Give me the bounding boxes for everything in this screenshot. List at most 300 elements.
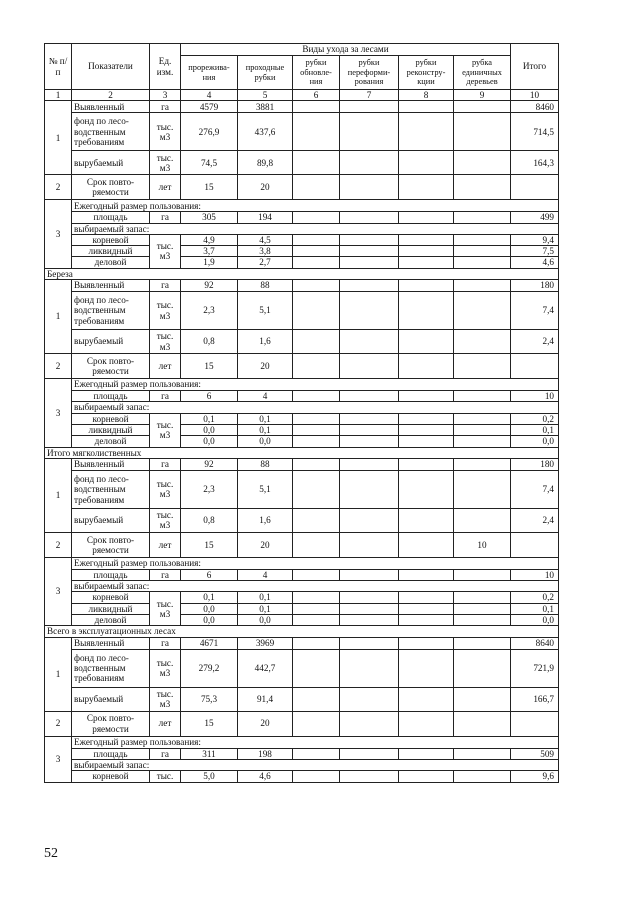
label-fund: фонд по лесо-водственным требованиям bbox=[72, 292, 150, 330]
table-row bbox=[45, 711, 559, 736]
value-cell-rekonstrukciya bbox=[399, 257, 454, 268]
value-cell-edinichnye bbox=[454, 603, 511, 614]
page-number: 52 bbox=[44, 846, 58, 861]
value-cell-rekonstrukciya bbox=[399, 687, 454, 711]
table-row bbox=[45, 354, 559, 379]
value-cell-prorezhivanie: 15 bbox=[181, 175, 238, 200]
value-cell-obnovlenie bbox=[293, 508, 340, 532]
value-cell-total: 164,3 bbox=[511, 151, 559, 175]
unit-cell: тыс. м3 bbox=[150, 649, 181, 687]
row-number: 2 bbox=[45, 532, 72, 557]
value-cell-rekonstrukciya bbox=[399, 175, 454, 200]
value-cell-total: 509 bbox=[511, 748, 559, 759]
value-cell-prokhodnye: 0,0 bbox=[238, 615, 293, 626]
value-cell-edinichnye bbox=[454, 424, 511, 435]
label-business: деловой bbox=[72, 436, 150, 447]
value-cell-rekonstrukciya bbox=[399, 615, 454, 626]
value-cell-rekonstrukciya bbox=[399, 711, 454, 736]
header-indicator: Показатели bbox=[72, 44, 150, 90]
label-period: Срок повто-ряемости bbox=[72, 711, 150, 736]
section-title-row bbox=[45, 447, 559, 458]
value-cell-rekonstrukciya bbox=[399, 603, 454, 614]
column-number: 9 bbox=[454, 90, 511, 101]
value-cell-total: 0,1 bbox=[511, 603, 559, 614]
value-cell-obnovlenie bbox=[293, 615, 340, 626]
section-title-row bbox=[45, 626, 559, 637]
value-cell-obnovlenie bbox=[293, 257, 340, 268]
value-cell-prokhodnye: 3,8 bbox=[238, 246, 293, 257]
unit-cell: га bbox=[150, 101, 181, 113]
value-cell-pereformirovanie bbox=[340, 470, 399, 508]
unit-cell: га bbox=[150, 748, 181, 759]
value-cell-edinichnye bbox=[454, 637, 511, 649]
value-cell-prokhodnye: 20 bbox=[238, 175, 293, 200]
value-cell-pereformirovanie bbox=[340, 151, 399, 175]
table-row bbox=[45, 113, 559, 151]
header-subcolumn: рубка единичных деревьев bbox=[454, 56, 511, 90]
value-cell-prokhodnye: 2,7 bbox=[238, 257, 293, 268]
header-subcolumn: рубки переформи-рования bbox=[340, 56, 399, 90]
value-cell-edinichnye bbox=[454, 592, 511, 603]
table-row bbox=[45, 569, 559, 580]
label-root: корневой bbox=[72, 413, 150, 424]
forest-care-table bbox=[44, 43, 559, 783]
value-cell-edinichnye bbox=[454, 711, 511, 736]
value-cell-rekonstrukciya bbox=[399, 413, 454, 424]
value-cell-total: 180 bbox=[511, 280, 559, 292]
table-row bbox=[45, 391, 559, 402]
value-cell-rekonstrukciya bbox=[399, 113, 454, 151]
value-cell-pereformirovanie bbox=[340, 413, 399, 424]
table-row bbox=[45, 402, 559, 413]
value-cell-total bbox=[511, 175, 559, 200]
table-row bbox=[45, 246, 559, 257]
value-cell-prorezhivanie: 6 bbox=[181, 569, 238, 580]
label-business: деловой bbox=[72, 257, 150, 268]
table-row bbox=[45, 330, 559, 354]
label-area: площадь bbox=[72, 391, 150, 402]
value-cell-total: 0,0 bbox=[511, 436, 559, 447]
value-cell-pereformirovanie bbox=[340, 424, 399, 435]
value-cell-rekonstrukciya bbox=[399, 470, 454, 508]
value-cell-prorezhivanie: 15 bbox=[181, 532, 238, 557]
value-cell-edinichnye bbox=[454, 280, 511, 292]
label-annual-use: Ежегодный размер пользования: bbox=[72, 200, 559, 212]
label-period: Срок повто-ряемости bbox=[72, 354, 150, 379]
unit-cell: тыс. м3 bbox=[150, 592, 181, 626]
section-title-row bbox=[45, 268, 559, 279]
value-cell-pereformirovanie bbox=[340, 592, 399, 603]
table-row bbox=[45, 257, 559, 268]
unit-cell: тыс. bbox=[150, 771, 181, 782]
value-cell-pereformirovanie bbox=[340, 257, 399, 268]
value-cell-prokhodnye: 0,1 bbox=[238, 603, 293, 614]
value-cell-obnovlenie bbox=[293, 603, 340, 614]
row-number: 3 bbox=[45, 200, 72, 268]
unit-cell: лет bbox=[150, 354, 181, 379]
table-row bbox=[45, 581, 559, 592]
value-cell-total: 721,9 bbox=[511, 649, 559, 687]
label-fund: фонд по лесо-водственным требованиям bbox=[72, 113, 150, 151]
value-cell-prokhodnye: 89,8 bbox=[238, 151, 293, 175]
table-row bbox=[45, 234, 559, 245]
table-row bbox=[45, 532, 559, 557]
value-cell-pereformirovanie bbox=[340, 711, 399, 736]
column-number: 5 bbox=[238, 90, 293, 101]
label-identified: Выявленный bbox=[72, 101, 150, 113]
value-cell-pereformirovanie bbox=[340, 569, 399, 580]
value-cell-prorezhivanie: 4671 bbox=[181, 637, 238, 649]
value-cell-obnovlenie bbox=[293, 280, 340, 292]
value-cell-edinichnye bbox=[454, 175, 511, 200]
label-liquid: ликвидный bbox=[72, 246, 150, 257]
value-cell-total: 10 bbox=[511, 569, 559, 580]
value-cell-rekonstrukciya bbox=[399, 101, 454, 113]
value-cell-pereformirovanie bbox=[340, 603, 399, 614]
value-cell-prorezhivanie: 4579 bbox=[181, 101, 238, 113]
table-row bbox=[45, 280, 559, 292]
column-number: 6 bbox=[293, 90, 340, 101]
value-cell-pereformirovanie bbox=[340, 532, 399, 557]
row-number: 2 bbox=[45, 354, 72, 379]
value-cell-pereformirovanie bbox=[340, 649, 399, 687]
value-cell-prokhodnye: 3881 bbox=[238, 101, 293, 113]
value-cell-total bbox=[511, 354, 559, 379]
value-cell-total: 9,6 bbox=[511, 771, 559, 782]
table-row bbox=[45, 557, 559, 569]
value-cell-edinichnye: 10 bbox=[454, 532, 511, 557]
table-row bbox=[45, 470, 559, 508]
label-annual-use: Ежегодный размер пользования: bbox=[72, 736, 559, 748]
row-number: 2 bbox=[45, 711, 72, 736]
value-cell-prokhodnye: 1,6 bbox=[238, 330, 293, 354]
value-cell-total: 9,4 bbox=[511, 234, 559, 245]
column-number: 8 bbox=[399, 90, 454, 101]
value-cell-total: 7,5 bbox=[511, 246, 559, 257]
row-number: 1 bbox=[45, 101, 72, 175]
value-cell-prorezhivanie: 3,7 bbox=[181, 246, 238, 257]
value-cell-prorezhivanie: 0,0 bbox=[181, 603, 238, 614]
value-cell-obnovlenie bbox=[293, 413, 340, 424]
table-row bbox=[45, 637, 559, 649]
label-fund: фонд по лесо-водственным требованиям bbox=[72, 649, 150, 687]
value-cell-prokhodnye: 0,1 bbox=[238, 424, 293, 435]
section-title: Итого мягколиственных bbox=[45, 447, 559, 458]
value-cell-total: 4,6 bbox=[511, 257, 559, 268]
value-cell-total: 714,5 bbox=[511, 113, 559, 151]
value-cell-edinichnye bbox=[454, 113, 511, 151]
row-number: 1 bbox=[45, 280, 72, 354]
table-row bbox=[45, 615, 559, 626]
table-row bbox=[45, 759, 559, 770]
value-cell-edinichnye bbox=[454, 436, 511, 447]
value-cell-prorezhivanie: 92 bbox=[181, 458, 238, 470]
table-row bbox=[45, 101, 559, 113]
value-cell-prokhodnye: 3969 bbox=[238, 637, 293, 649]
label-identified: Выявленный bbox=[72, 280, 150, 292]
value-cell-pereformirovanie bbox=[340, 280, 399, 292]
value-cell-rekonstrukciya bbox=[399, 637, 454, 649]
label-annual-use: Ежегодный размер пользования: bbox=[72, 557, 559, 569]
value-cell-total: 0,1 bbox=[511, 424, 559, 435]
value-cell-rekonstrukciya bbox=[399, 246, 454, 257]
value-cell-total: 0,2 bbox=[511, 592, 559, 603]
value-cell-pereformirovanie bbox=[340, 354, 399, 379]
value-cell-obnovlenie bbox=[293, 711, 340, 736]
value-cell-prokhodnye: 437,6 bbox=[238, 113, 293, 151]
row-number: 1 bbox=[45, 458, 72, 532]
unit-cell: га bbox=[150, 637, 181, 649]
value-cell-edinichnye bbox=[454, 257, 511, 268]
value-cell-rekonstrukciya bbox=[399, 391, 454, 402]
value-cell-prokhodnye: 442,7 bbox=[238, 649, 293, 687]
value-cell-prokhodnye: 5,1 bbox=[238, 292, 293, 330]
value-cell-obnovlenie bbox=[293, 113, 340, 151]
header-row bbox=[45, 44, 559, 56]
label-cut: вырубаемый bbox=[72, 687, 150, 711]
unit-cell: тыс. м3 bbox=[150, 413, 181, 447]
label-cut: вырубаемый bbox=[72, 330, 150, 354]
value-cell-obnovlenie bbox=[293, 330, 340, 354]
value-cell-prokhodnye: 194 bbox=[238, 212, 293, 223]
value-cell-rekonstrukciya bbox=[399, 151, 454, 175]
label-business: деловой bbox=[72, 615, 150, 626]
value-cell-edinichnye bbox=[454, 413, 511, 424]
value-cell-prorezhivanie: 74,5 bbox=[181, 151, 238, 175]
value-cell-prorezhivanie: 0,0 bbox=[181, 424, 238, 435]
table-row bbox=[45, 424, 559, 435]
table-row bbox=[45, 223, 559, 234]
row-number: 3 bbox=[45, 557, 72, 625]
value-cell-obnovlenie bbox=[293, 436, 340, 447]
value-cell-edinichnye bbox=[454, 391, 511, 402]
label-cut: вырубаемый bbox=[72, 508, 150, 532]
value-cell-prorezhivanie: 0,8 bbox=[181, 508, 238, 532]
value-cell-pereformirovanie bbox=[340, 246, 399, 257]
value-cell-prokhodnye: 0,0 bbox=[238, 436, 293, 447]
value-cell-edinichnye bbox=[454, 771, 511, 782]
value-cell-prorezhivanie: 0,0 bbox=[181, 615, 238, 626]
value-cell-total bbox=[511, 532, 559, 557]
value-cell-total: 180 bbox=[511, 458, 559, 470]
value-cell-edinichnye bbox=[454, 330, 511, 354]
unit-cell: тыс. м3 bbox=[150, 292, 181, 330]
table-row bbox=[45, 175, 559, 200]
table-row bbox=[45, 200, 559, 212]
label-reserve: выбираемый запас: bbox=[72, 581, 559, 592]
label-root: корневой bbox=[72, 771, 150, 782]
table-row bbox=[45, 151, 559, 175]
label-reserve: выбираемый запас: bbox=[72, 223, 559, 234]
value-cell-total: 8640 bbox=[511, 637, 559, 649]
header-num: № п/ п bbox=[45, 44, 72, 90]
value-cell-obnovlenie bbox=[293, 771, 340, 782]
value-cell-prokhodnye: 88 bbox=[238, 458, 293, 470]
value-cell-prokhodnye: 1,6 bbox=[238, 508, 293, 532]
unit-cell: лет bbox=[150, 175, 181, 200]
label-area: площадь bbox=[72, 212, 150, 223]
value-cell-edinichnye bbox=[454, 458, 511, 470]
table-row bbox=[45, 413, 559, 424]
value-cell-pereformirovanie bbox=[340, 391, 399, 402]
header-group: Виды ухода за лесами bbox=[181, 44, 511, 56]
value-cell-total: 499 bbox=[511, 212, 559, 223]
table-row bbox=[45, 592, 559, 603]
label-area: площадь bbox=[72, 569, 150, 580]
value-cell-pereformirovanie bbox=[340, 292, 399, 330]
value-cell-prokhodnye: 20 bbox=[238, 711, 293, 736]
value-cell-obnovlenie bbox=[293, 424, 340, 435]
section-title: Всего в эксплуатационных лесах bbox=[45, 626, 559, 637]
value-cell-total: 0,2 bbox=[511, 413, 559, 424]
table-row bbox=[45, 736, 559, 748]
value-cell-pereformirovanie bbox=[340, 508, 399, 532]
label-period: Срок повто-ряемости bbox=[72, 532, 150, 557]
value-cell-total: 0,0 bbox=[511, 615, 559, 626]
value-cell-prorezhivanie: 0,8 bbox=[181, 330, 238, 354]
value-cell-rekonstrukciya bbox=[399, 424, 454, 435]
value-cell-prokhodnye: 4 bbox=[238, 391, 293, 402]
value-cell-obnovlenie bbox=[293, 637, 340, 649]
table-row bbox=[45, 508, 559, 532]
label-liquid: ликвидный bbox=[72, 603, 150, 614]
label-identified: Выявленный bbox=[72, 637, 150, 649]
column-number: 2 bbox=[72, 90, 150, 101]
value-cell-obnovlenie bbox=[293, 212, 340, 223]
label-identified: Выявленный bbox=[72, 458, 150, 470]
label-root: корневой bbox=[72, 592, 150, 603]
unit-cell: тыс. м3 bbox=[150, 151, 181, 175]
label-reserve: выбираемый запас: bbox=[72, 402, 559, 413]
value-cell-prorezhivanie: 305 bbox=[181, 212, 238, 223]
value-cell-rekonstrukciya bbox=[399, 771, 454, 782]
value-cell-prorezhivanie: 279,2 bbox=[181, 649, 238, 687]
value-cell-edinichnye bbox=[454, 292, 511, 330]
value-cell-pereformirovanie bbox=[340, 748, 399, 759]
column-number: 7 bbox=[340, 90, 399, 101]
table-row bbox=[45, 436, 559, 447]
value-cell-obnovlenie bbox=[293, 592, 340, 603]
table-row bbox=[45, 212, 559, 223]
value-cell-pereformirovanie bbox=[340, 234, 399, 245]
value-cell-obnovlenie bbox=[293, 748, 340, 759]
value-cell-rekonstrukciya bbox=[399, 508, 454, 532]
value-cell-prokhodnye: 20 bbox=[238, 354, 293, 379]
value-cell-obnovlenie bbox=[293, 391, 340, 402]
column-number: 1 bbox=[45, 90, 72, 101]
unit-cell: тыс. м3 bbox=[150, 113, 181, 151]
value-cell-edinichnye bbox=[454, 569, 511, 580]
value-cell-prokhodnye: 0,1 bbox=[238, 413, 293, 424]
label-period: Срок повто-ряемости bbox=[72, 175, 150, 200]
value-cell-prorezhivanie: 5,0 bbox=[181, 771, 238, 782]
value-cell-obnovlenie bbox=[293, 470, 340, 508]
value-cell-prorezhivanie: 75,3 bbox=[181, 687, 238, 711]
value-cell-pereformirovanie bbox=[340, 101, 399, 113]
unit-cell: га bbox=[150, 391, 181, 402]
value-cell-prorezhivanie: 0,1 bbox=[181, 592, 238, 603]
value-cell-prorezhivanie: 311 bbox=[181, 748, 238, 759]
value-cell-pereformirovanie bbox=[340, 687, 399, 711]
value-cell-edinichnye bbox=[454, 470, 511, 508]
value-cell-prorezhivanie: 92 bbox=[181, 280, 238, 292]
table-row bbox=[45, 379, 559, 391]
value-cell-prokhodnye: 4 bbox=[238, 569, 293, 580]
column-number: 3 bbox=[150, 90, 181, 101]
value-cell-prokhodnye: 5,1 bbox=[238, 470, 293, 508]
label-annual-use: Ежегодный размер пользования: bbox=[72, 379, 559, 391]
unit-cell: тыс. м3 bbox=[150, 687, 181, 711]
value-cell-obnovlenie bbox=[293, 101, 340, 113]
value-cell-pereformirovanie bbox=[340, 212, 399, 223]
value-cell-obnovlenie bbox=[293, 175, 340, 200]
value-cell-rekonstrukciya bbox=[399, 748, 454, 759]
value-cell-edinichnye bbox=[454, 212, 511, 223]
unit-cell: га bbox=[150, 458, 181, 470]
value-cell-total: 7,4 bbox=[511, 292, 559, 330]
value-cell-obnovlenie bbox=[293, 234, 340, 245]
unit-cell: тыс. м3 bbox=[150, 330, 181, 354]
value-cell-obnovlenie bbox=[293, 246, 340, 257]
value-cell-rekonstrukciya bbox=[399, 532, 454, 557]
value-cell-obnovlenie bbox=[293, 687, 340, 711]
value-cell-total: 2,4 bbox=[511, 508, 559, 532]
value-cell-pereformirovanie bbox=[340, 175, 399, 200]
table-row bbox=[45, 649, 559, 687]
value-cell-pereformirovanie bbox=[340, 771, 399, 782]
value-cell-rekonstrukciya bbox=[399, 330, 454, 354]
value-cell-total: 8460 bbox=[511, 101, 559, 113]
header-total: Итого bbox=[511, 44, 559, 90]
label-fund: фонд по лесо-водственным требованиям bbox=[72, 470, 150, 508]
value-cell-rekonstrukciya bbox=[399, 436, 454, 447]
value-cell-edinichnye bbox=[454, 687, 511, 711]
value-cell-rekonstrukciya bbox=[399, 592, 454, 603]
value-cell-total: 166,7 bbox=[511, 687, 559, 711]
row-number: 3 bbox=[45, 379, 72, 447]
label-area: площадь bbox=[72, 748, 150, 759]
section-title: Береза bbox=[45, 268, 559, 279]
value-cell-prokhodnye: 198 bbox=[238, 748, 293, 759]
unit-cell: га bbox=[150, 212, 181, 223]
column-number: 10 bbox=[511, 90, 559, 101]
value-cell-prorezhivanie: 1,9 bbox=[181, 257, 238, 268]
header-unit: Ед. изм. bbox=[150, 44, 181, 90]
value-cell-obnovlenie bbox=[293, 458, 340, 470]
column-number: 4 bbox=[181, 90, 238, 101]
table-row bbox=[45, 603, 559, 614]
table-row bbox=[45, 771, 559, 782]
value-cell-prorezhivanie: 276,9 bbox=[181, 113, 238, 151]
value-cell-rekonstrukciya bbox=[399, 569, 454, 580]
row-number: 3 bbox=[45, 736, 72, 782]
value-cell-prorezhivanie: 6 bbox=[181, 391, 238, 402]
value-cell-prokhodnye: 88 bbox=[238, 280, 293, 292]
value-cell-rekonstrukciya bbox=[399, 458, 454, 470]
value-cell-rekonstrukciya bbox=[399, 280, 454, 292]
value-cell-edinichnye bbox=[454, 649, 511, 687]
value-cell-pereformirovanie bbox=[340, 458, 399, 470]
value-cell-total: 2,4 bbox=[511, 330, 559, 354]
value-cell-prorezhivanie: 15 bbox=[181, 354, 238, 379]
value-cell-edinichnye bbox=[454, 748, 511, 759]
table-row bbox=[45, 748, 559, 759]
column-number-row bbox=[45, 90, 559, 101]
value-cell-obnovlenie bbox=[293, 354, 340, 379]
value-cell-prokhodnye: 91,4 bbox=[238, 687, 293, 711]
value-cell-edinichnye bbox=[454, 151, 511, 175]
value-cell-pereformirovanie bbox=[340, 637, 399, 649]
